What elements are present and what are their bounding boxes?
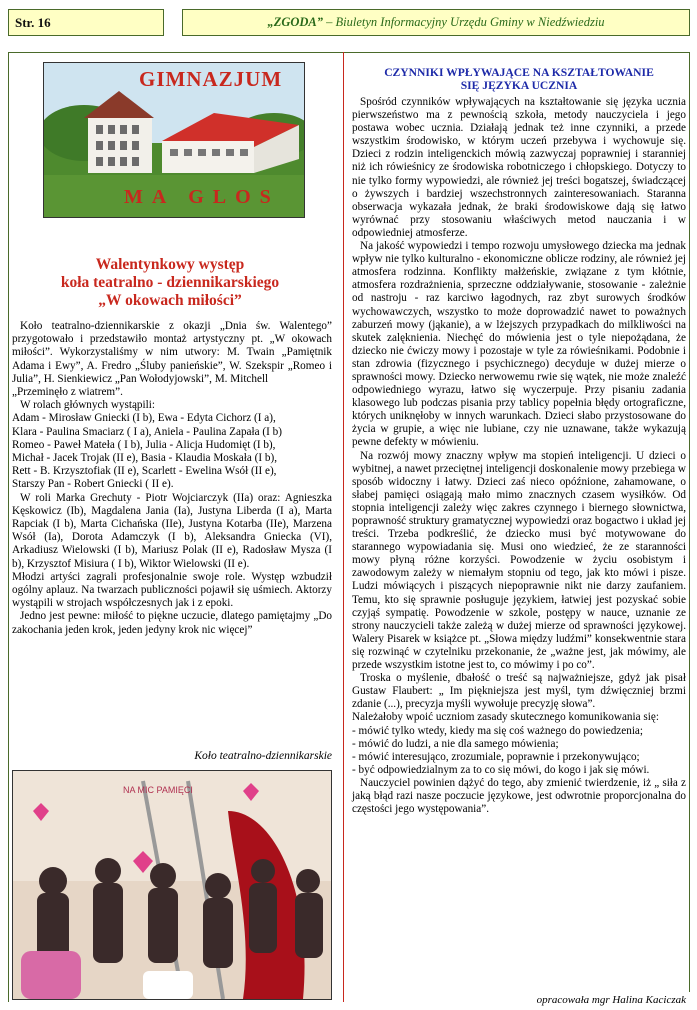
right-title-line-2: SIĘ JĘZYKA UCZNIA <box>460 79 578 92</box>
left-article-signature: Koło teatralno-dziennikarskie <box>194 750 332 762</box>
rule-item: - mówić do ludzi, a nie dla samego mówienia; <box>352 737 559 750</box>
left-paragraph: „Przeminęło z wiatrem”. <box>12 386 123 399</box>
left-title-line-3: „W okowach miłości” <box>98 292 242 309</box>
rule-item: - być odpowiedzialnym za to co się mówi, do kogo i jak się mówi. <box>352 763 650 776</box>
column-divider <box>343 52 344 1002</box>
performance-photo <box>12 770 332 1000</box>
left-paragraph: Jedno jest pewne: miłość to piękne uczucie, dlatego pamiętajmy „Do zakochania jeden krok, jeden jedyny krok nic więcej” <box>12 610 332 636</box>
right-closing: Nauczyciel powinien dążyć do tego, aby zmienić twierdzenie, iż „ siła z jaką błąd razi nasze poczucie językowe, jest odwrotnie proporcjonalna do częstości jego występowania”. <box>352 776 686 816</box>
right-article-title <box>352 66 686 92</box>
cast-line: Romeo - Paweł Mateła ( I b), Julia - Alicja Hudomięt (I b), <box>12 438 276 451</box>
rules-intro: Należałoby wpoić uczniom zasady skutecznego komunikowania się: <box>352 711 659 724</box>
page-number-box <box>8 9 164 36</box>
left-title-line-2: koła teatralno - dziennikarskiego <box>60 274 280 291</box>
cast-line: Rett - B. Krzysztofiak (II e), Scarlett - Ewelina Wsół (II e), <box>12 465 277 478</box>
bulletin-header <box>182 9 690 36</box>
cast-line: Adam - Mirosław Gniecki (I b), Ewa - Edyta Cichorz (I a), <box>12 412 276 425</box>
left-title-line-1: Walentynkowy występ <box>95 256 245 273</box>
left-paragraph: W roli Marka Grechuty - Piotr Wojciarczyk (IIa) oraz: Agnieszka Kęskowicz (Ib), Magdalena Jania (Ia), Justyna Liberda (I a), Marta Rapciak (I b), Marta Cichańska (IIe), Justyna Kotarba (IIe), Marzena Wsół (Ia), Dorota Adamczyk (I b), Aleksandra Gniecka (VI), Arkadiusz Wielowski (I b), Mariusz Polak (II e), Radosław Mysza (I b), Krzysztof Misiura ( I b), Wiktor Wielowski (II e). <box>12 491 332 570</box>
rule-item: - mówić interesująco, zrozumiale, poprawnie i przekonywująco; <box>352 750 640 763</box>
cast-line: Klara - Paulina Smaciarz ( I a), Aniela - Paulina Zapała (I b) <box>12 425 282 438</box>
left-paragraph: Koło teatralno-dziennikarskie z okazji „Dnia św. Walentego” przygotowało i przedstawiło montaż artystyczny pt. „W okowach miłości”. Wykorzystaliśmy w nim utwory: M. Twain „Pamiętnik Adama i Ewy”, A. Fredro „Śluby panieńskie”, W. Szekspir „Romeo i Julia”, H. Sienkiewicz „Pan Wołodyjowski”, M. Mitchell <box>12 320 332 385</box>
rule-item: - mówić tylko wtedy, kiedy ma się coś ważnego do powiedzenia; <box>352 724 643 737</box>
right-title-line-1: CZYNNIKI WPŁYWAJĄCE NA KSZTAŁTOWANIE <box>384 66 654 79</box>
photo-banner-text: NA MIC PAMIĘCI <box>123 785 193 795</box>
right-article-body <box>352 96 686 816</box>
cast-line: Michał - Jacek Trojak (II e), Basia - Klaudia Moskała (I b), <box>12 452 278 465</box>
frame-top <box>8 52 690 53</box>
left-article-body <box>12 320 332 637</box>
right-article-signature: opracowała mgr Halina Kaciczak <box>536 994 686 1006</box>
left-paragraph: Młodzi artyści zagrali profesjonalnie swoje role. Występ wzbudził ogólny aplauz. Na twarzach publiczności pojawił się uśmiech. Aktorzy wystąpili w strojach współczesnych jak i z epoki. <box>12 570 332 610</box>
bulletin-name: „ZGODA” <box>267 15 323 29</box>
hero-subtitle: MA GLOS <box>124 186 280 208</box>
frame-left <box>8 52 9 1002</box>
right-paragraph: Na jakość wypowiedzi i tempo rozwoju umysłowego dziecka ma jednak wpływ nie tylko kulturalno - ekonomiczne oblicze rodziny, ale również jej atmosfera rodzinna. Konflikty małżeńskie, związane z tym kłótnie, atmosfera rozdrażnienia, sprzeczne oddziaływanie, stosowanie - zależnie od nastroju - raz karciwo łagodnych, raz zbyt surowych środków wychowawczych, wszystko to może doprowadzić nawet to poważnych zaburzeń mowy (jąkanie), a w lżejszych przypadkach do milkliwości na skutek zalęknienia. Niechęć do mówienia jest o tyle niepożądana, że dziecko nie ćwiczy mowy i pozostaje w tyle za rówieśnikami. Podobnie i stan zdrowia (fizycznego i psychicznego) decyduje w dużej mierze o sprawności mowy. Dziecko nerwowemu rwie się wątek, nie może znaleźć odpowiedniego wyrazu, łatwo się wyczerpuje. Przy pisaniu zadania klasowego lub podczas pisania przy tablicy popełnia błędy ortograficzne, których uniknęłoby w innych warunkach. Dzieci słabo przystosowane do życia w grupie, a więc nie lubiane, czy nie uznawane, także wykazują pewne defekty w mówieniu. <box>352 240 686 449</box>
right-paragraph: Spośród czynników wpływających na kształtowanie się języka ucznia pierwszeństwo ma z pewnością szkoła, metody nauczyciela i jego postawa wobec ucznia. Działają jednak też inne czynniki, a przede wszystkim środowisko, w którym uczeń przebywa i wychowuje się. Dzieci z rodzin inteligenckich mówią zazwyczaj poprawniej i staranniej niż ich rówieśnicy ze środowiska robotniczego i chłopskiego. Dotyczy to nie tylko formy wypowiedzi, ale również jej treści bogatszej, świadczącej o żywszych i bardziej wszechstronnych zainteresowaniach. Staranna obserwacja wykazała jednak, że braki środowiskowe dają się łatwo wyrównać przy stosowaniu właściwych metod nauczania i w odpowiedniej atmosferze. <box>352 96 686 239</box>
performance-illustration <box>13 771 331 999</box>
left-paragraph: W rolach głównych wystąpili: <box>20 399 155 412</box>
hero-title: GIMNAZJUM <box>139 67 283 91</box>
bulletin-subtitle: – Biuletyn Informacyjny Urzędu Gminy w Niedźwiedziu <box>323 15 605 29</box>
frame-right <box>689 52 690 992</box>
school-photo <box>43 62 305 218</box>
right-paragraph: Troska o myślenie, dbałość o treść są najważniejsze, gdyż jak pisał Gustaw Flaubert: „ Im piękniejsza jest myśl, tym dźwięczniej brzmi zdanie (...), precyzja myśli wywołuje precyzję słowa”. <box>352 672 686 711</box>
cast-line: Starszy Pan - Robert Gniecki ( II e). <box>12 478 174 491</box>
left-article-title <box>20 256 320 310</box>
page-number: Str. 16 <box>15 14 51 30</box>
right-paragraph: Na rozwój mowy znaczny wpływ ma stopień inteligencji. U dzieci o wybitnej, a nawet przeciętnej inteligencji doskonalenie mowy przebiega w sposób widoczny i łatwy. Dzieci zaś nieco opóźnione, zahamowane, o słabej pamięci osiągają mało mimo znacznych czasem wysiłków. Od stopnia inteligencji zależy więc zakres czynnego i biernego słownictwa, poprawność struktury gramatycznej wypowiedzi oraz bogactwo i układ jej treści. Trzeba podkreślić, że dziecko musi być motywowane do starannego wypowiadania się. Musi ono wiedzieć, że ze staranności mowy płyną różne korzyści. Powodzenie w życiu osobistym i zawodowym zależy w niemałym stopniu od tego, jak kto mówi i pisze. Ludzi mówiących i piszących niepoprawnie nikt nie darzy zaufaniem. Temu, kto się sprawnie posługuje językiem, łatwiej jest pozyskać sobie czyjąś sympatię. Powodzenie w szkole, postępy w nauce, uznanie ze strony nauczycieli także zależą w dużej mierze od sprawności językowej. Walery Pisarek w książce pt. „Słowa między ludźmi” konsekwentnie stara się rozwinąć w czytelniku przekonanie, że „ważne jest, jak mówimy, ale przede wszystkim istotne jest to, co mówimy i po co”. <box>352 449 686 672</box>
